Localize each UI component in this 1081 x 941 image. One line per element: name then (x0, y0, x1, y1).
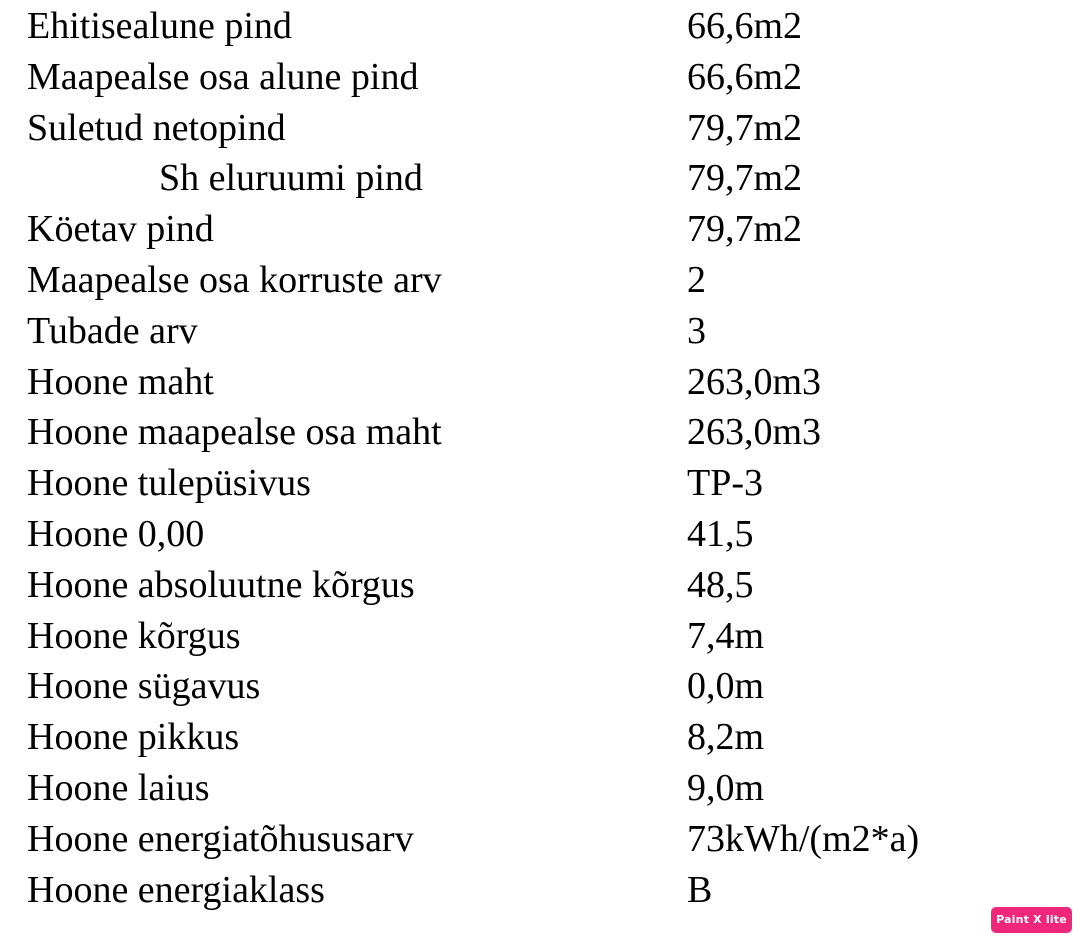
spec-value: 41,5 (687, 512, 754, 555)
building-specs-table (27, 0, 1067, 915)
spec-row (27, 204, 1067, 255)
spec-label: Hoone energiatõhususarv (27, 817, 414, 860)
spec-row (27, 661, 1067, 712)
spec-label: Tubade arv (27, 309, 198, 352)
spec-value: 3 (687, 309, 706, 352)
spec-row (27, 865, 1067, 916)
spec-label: Hoone laius (27, 766, 210, 809)
spec-value: 79,7m2 (687, 208, 803, 251)
spec-row (27, 255, 1067, 306)
spec-value: 66,6m2 (687, 55, 803, 98)
spec-value: 79,7m2 (687, 106, 803, 149)
spec-label: Hoone maht (27, 360, 214, 403)
spec-label: Maapealse osa korruste arv (27, 258, 442, 301)
spec-value: 48,5 (687, 563, 754, 606)
spec-value: 263,0m3 (687, 411, 822, 454)
spec-label: Suletud netopind (27, 106, 286, 149)
spec-value: 66,6m2 (687, 5, 803, 47)
spec-row (27, 407, 1067, 458)
spec-value: 9,0m (687, 766, 765, 809)
spec-label: Hoone pikkus (27, 716, 240, 759)
spec-value: 73kWh/(m2*a) (687, 817, 920, 860)
spec-label: Hoone kõrgus (27, 614, 241, 657)
spec-label: Sh eluruumi pind (159, 157, 423, 200)
spec-value: 7,4m (687, 614, 765, 657)
spec-label: Köetav pind (27, 208, 214, 251)
spec-row (27, 611, 1067, 662)
spec-label: Hoone absoluutne kõrgus (27, 563, 415, 606)
spec-row (27, 306, 1067, 357)
paint-x-lite-watermark: Paint X lite (991, 907, 1072, 933)
spec-label: Hoone sügavus (27, 665, 261, 708)
spec-value: TP-3 (687, 462, 763, 505)
spec-value: 2 (687, 258, 706, 301)
spec-value: 79,7m2 (687, 157, 803, 200)
spec-label: Maapealse osa alune pind (27, 55, 419, 98)
spec-row (27, 814, 1067, 865)
spec-label: Hoone 0,00 (27, 512, 205, 555)
spec-row (27, 52, 1067, 103)
spec-value: 263,0m3 (687, 360, 822, 403)
spec-label: Hoone maapealse osa maht (27, 411, 442, 454)
spec-value: 0,0m (687, 665, 765, 708)
spec-row (27, 458, 1067, 509)
spec-row (27, 103, 1067, 154)
spec-value: B (687, 868, 713, 911)
spec-row (27, 763, 1067, 814)
spec-row (27, 1, 1067, 52)
spec-row (27, 357, 1067, 408)
spec-row (27, 509, 1067, 560)
spec-label: Hoone energiaklass (27, 868, 325, 911)
spec-row (27, 153, 1067, 204)
spec-label: Ehitisealune pind (27, 5, 292, 47)
spec-value: 8,2m (687, 716, 765, 759)
spec-row (27, 560, 1067, 611)
spec-label: Hoone tulepüsivus (27, 462, 311, 505)
spec-row (27, 712, 1067, 763)
